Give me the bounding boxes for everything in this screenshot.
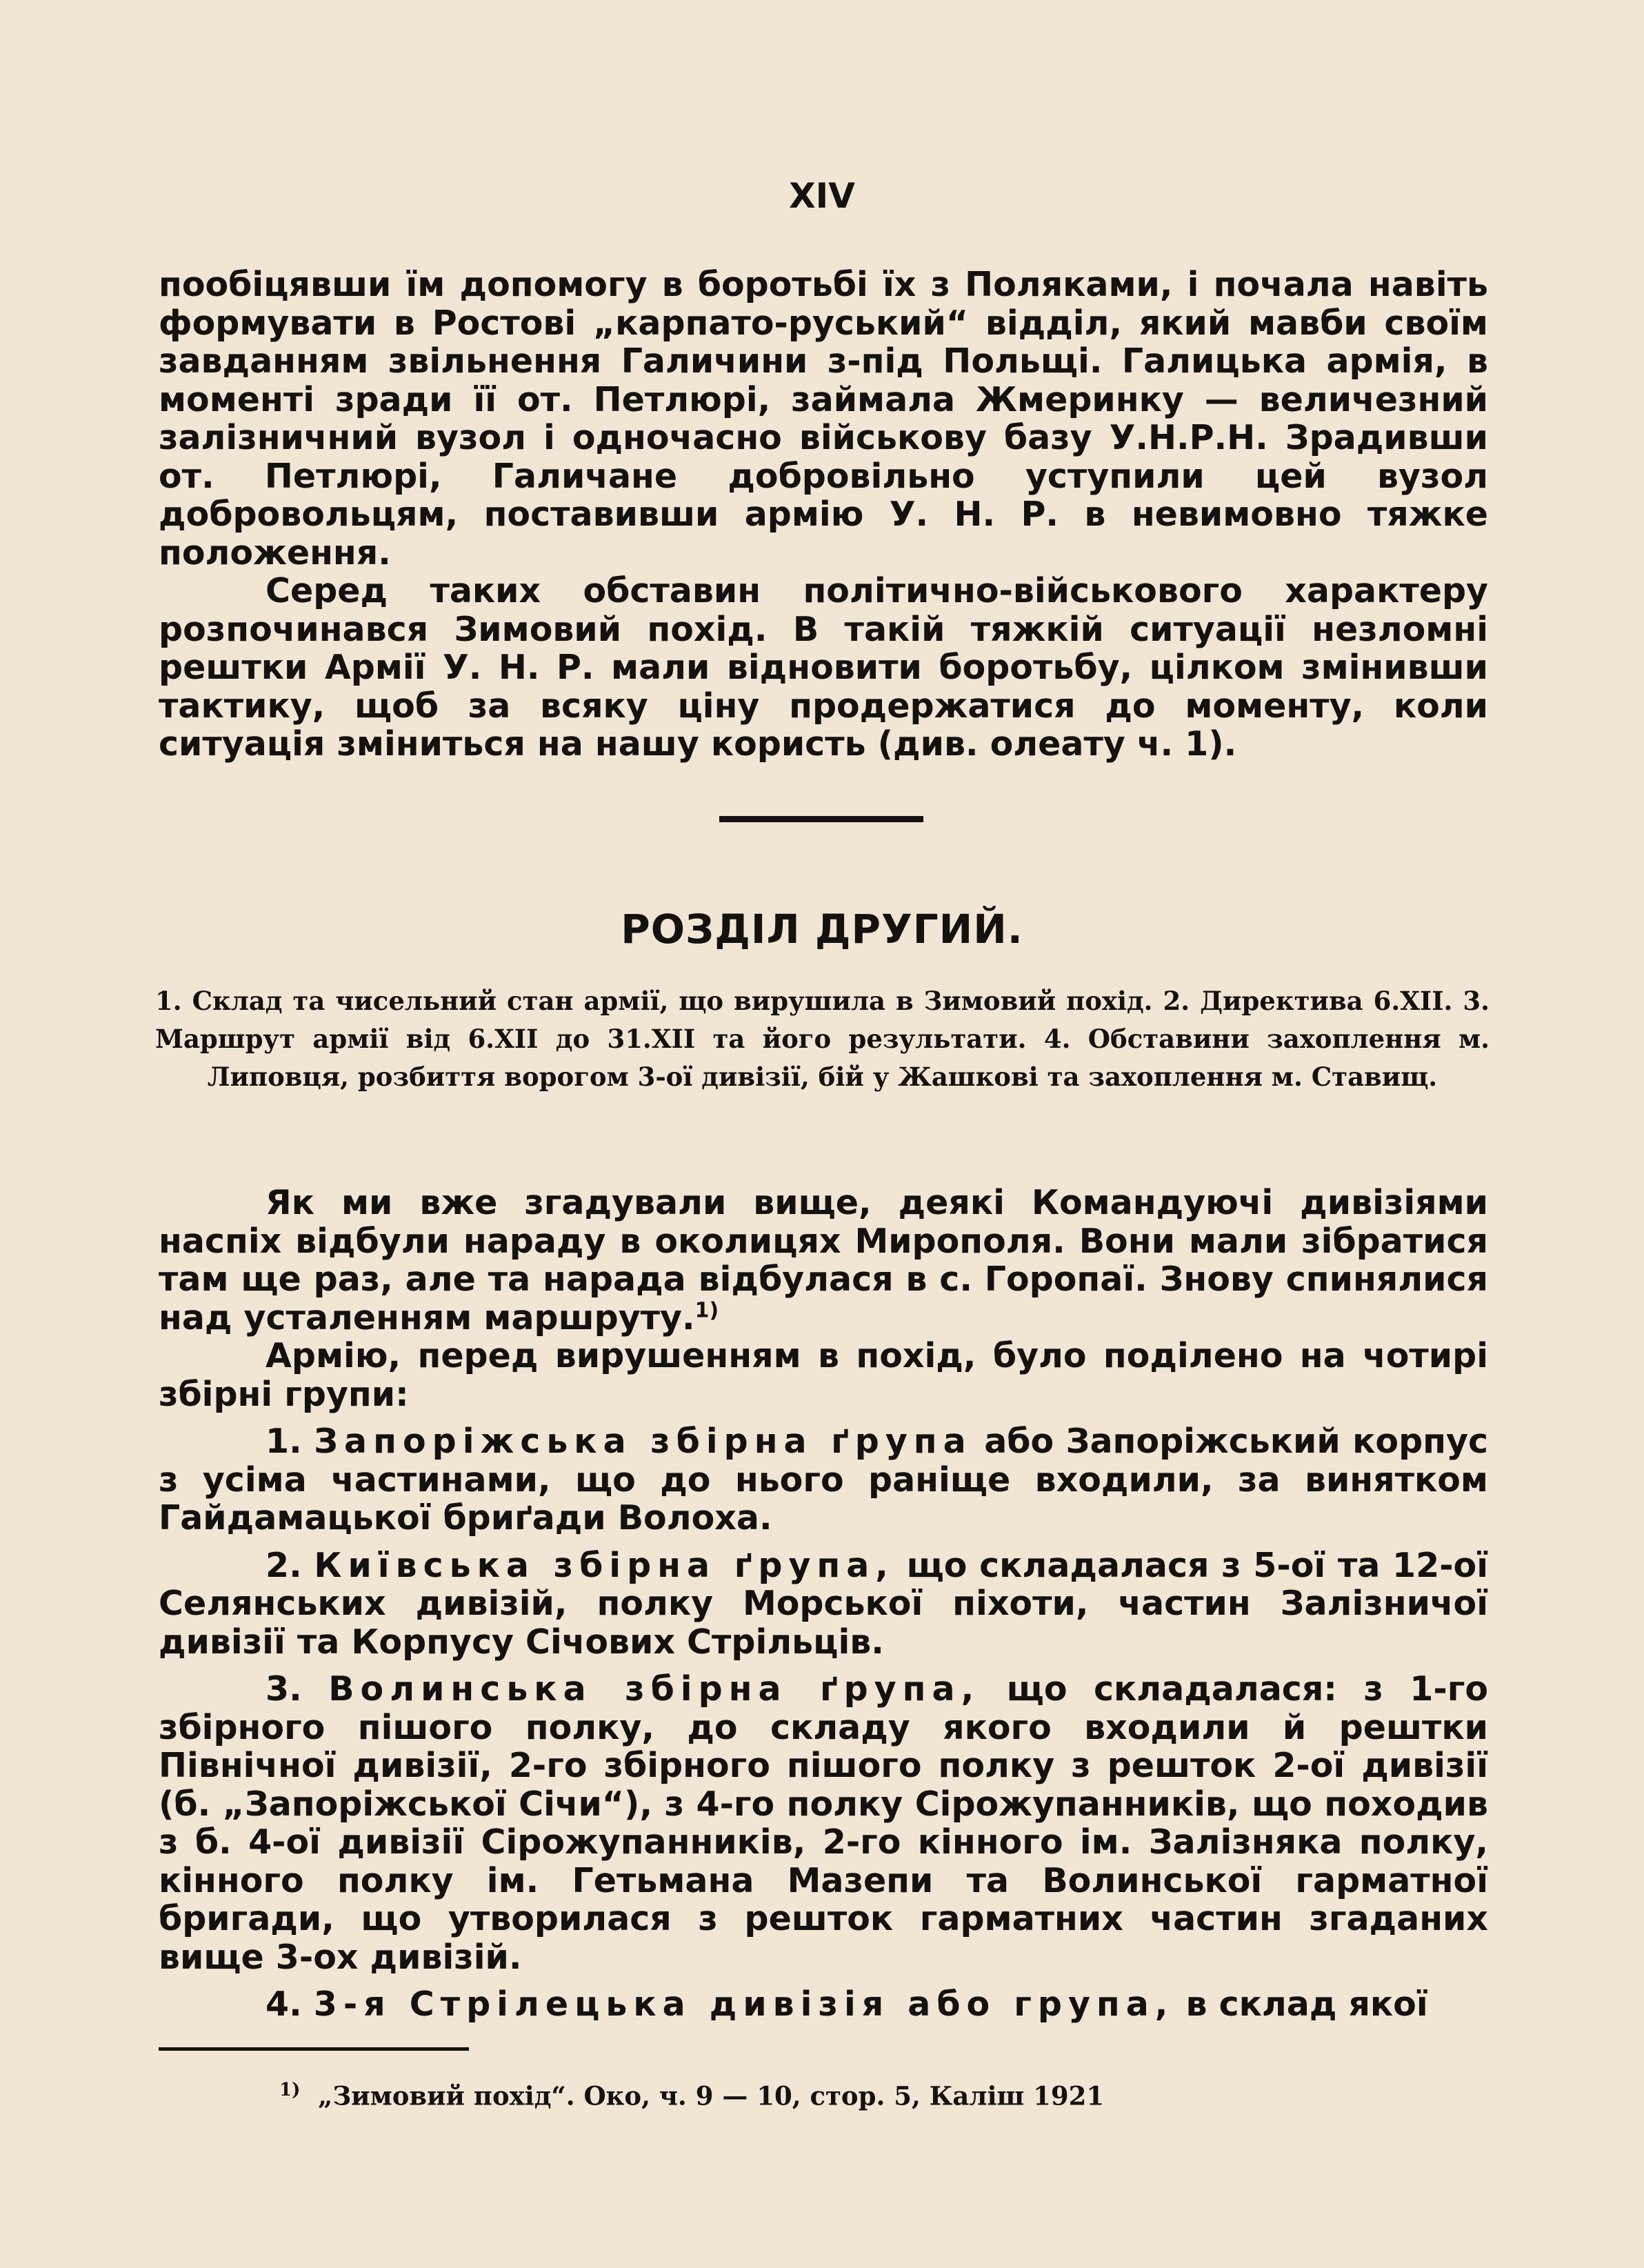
group-text: в склад якої <box>1185 1984 1428 2024</box>
paragraph: пообіцявши їм допомогу в боротьбі їх з Поляками, і почала навіть формувати в Ростові „карпато-руський“ відділ, який мавби своїм завданням звільнення Галичини з-під Польщі. Галицька армія, в моменті зради її от. Петлюрі, займала Жмеринку — величезний залізничний вузол і одночасно військову базу У.Н.Р.Н. Зрадивши от. Петлюрі, Галичане добровільно уступили цей вузол добровольцям, поставивши армію У. Н. Р. в невимовно тяжке положення. <box>159 265 1488 573</box>
group-name: Запоріжська збірна ґрупа <box>314 1422 972 1461</box>
footnote-mark: 1) <box>279 2080 301 2100</box>
group-number: 2. <box>265 1545 302 1585</box>
group-item <box>159 1985 1488 2024</box>
footnote-text: „Зимовий похід“. Око, ч. 9 — 10, стор. 5, Каліш 1921 <box>318 2080 1105 2111</box>
group-item <box>159 1546 1488 1662</box>
footnote-divider <box>159 2047 469 2051</box>
footnote <box>279 2073 1452 2113</box>
group-name: Київська збірна ґрупа, <box>314 1545 894 1585</box>
continuation-text <box>159 266 1488 764</box>
group-number: 1. <box>265 1422 302 1461</box>
group-number: 4. <box>265 1984 302 2024</box>
group-item <box>159 1670 1488 1976</box>
group-text: що складалася з 5-ої та 12-ої Селянських дивізій, полку Морської піхоти, частин Залізничої дивізії та Корпусу Січових Стрільців. <box>159 1545 1489 1662</box>
chapter-body <box>159 1184 1488 2024</box>
footnote-ref: 1) <box>694 1298 719 1323</box>
section-divider <box>719 816 923 822</box>
chapter-title: РОЗДІЛ ДРУГИЙ. <box>621 906 1023 953</box>
group-name: Волинська збірна ґрупа, <box>328 1669 981 1709</box>
group-item <box>159 1422 1488 1538</box>
paragraph: Армію, перед вирушенням в похід, було поділено на чотирі збірні групи: <box>159 1336 1488 1414</box>
paragraph <box>159 1184 1488 1337</box>
group-text: що складалася: з 1-го збірного пішого полку, до складу якого входили й рештки Північної дивізії, 2-го збірного пішого полку з решток 2-ої дивізії (б. „Запоріжської Січи“), з 4-го полку Сірожупанників, що походив з б. 4-ої дивізії Сірожупанників, 2-го кінного ім. Залізняка полку, кінного полку ім. Гетьмана Мазепи та Волинської гарматної бригади, що утворилася з решток гарматних частин згаданих вище 3-ох дивізій. <box>159 1669 1488 1977</box>
group-number: 3. <box>265 1669 302 1709</box>
group-text: або Запоріжський корпус з усіма частинами, що до нього раніще входили, за винятком Гайдамацької бриґади Волоха. <box>159 1422 1489 1538</box>
paragraph: Серед таких обставин політично-військового характеру розпочинався Зимовий похід. В такій тяжкій ситуації незломні рештки Армії У. Н. Р. мали відновити боротьбу, цілком змінивши тактику, щоб за всяку ціну продержатися до моменту, коли ситуація зміниться на нашу користь (див. олеату ч. 1). <box>159 571 1488 764</box>
paragraph-text: Як ми вже згадували вище, деякі Командуючі дивізіями наспіх відбули нараду в околицях Мирополя. Вони мали зібратися там ще раз, але та нарада відбулася в с. Горопаї. Знову спинялися над усталенням маршруту. <box>159 1183 1488 1337</box>
page-number: XIV <box>789 176 855 216</box>
chapter-summary: 1. Склад та чисельний стан армії, що вирушила в Зимовий похід. 2. Директива 6.XII. 3. Маршрут армії від 6.XII до 31.XII та його результати. 4. Обставини захоплення м. Липовця, розбиття ворогом 3-ої дивізії, бій у Жашкові та захоплення м. Ставищ. <box>155 986 1490 1092</box>
group-name: 3-я Стрілецька дивізія або група, <box>313 1984 1174 2024</box>
